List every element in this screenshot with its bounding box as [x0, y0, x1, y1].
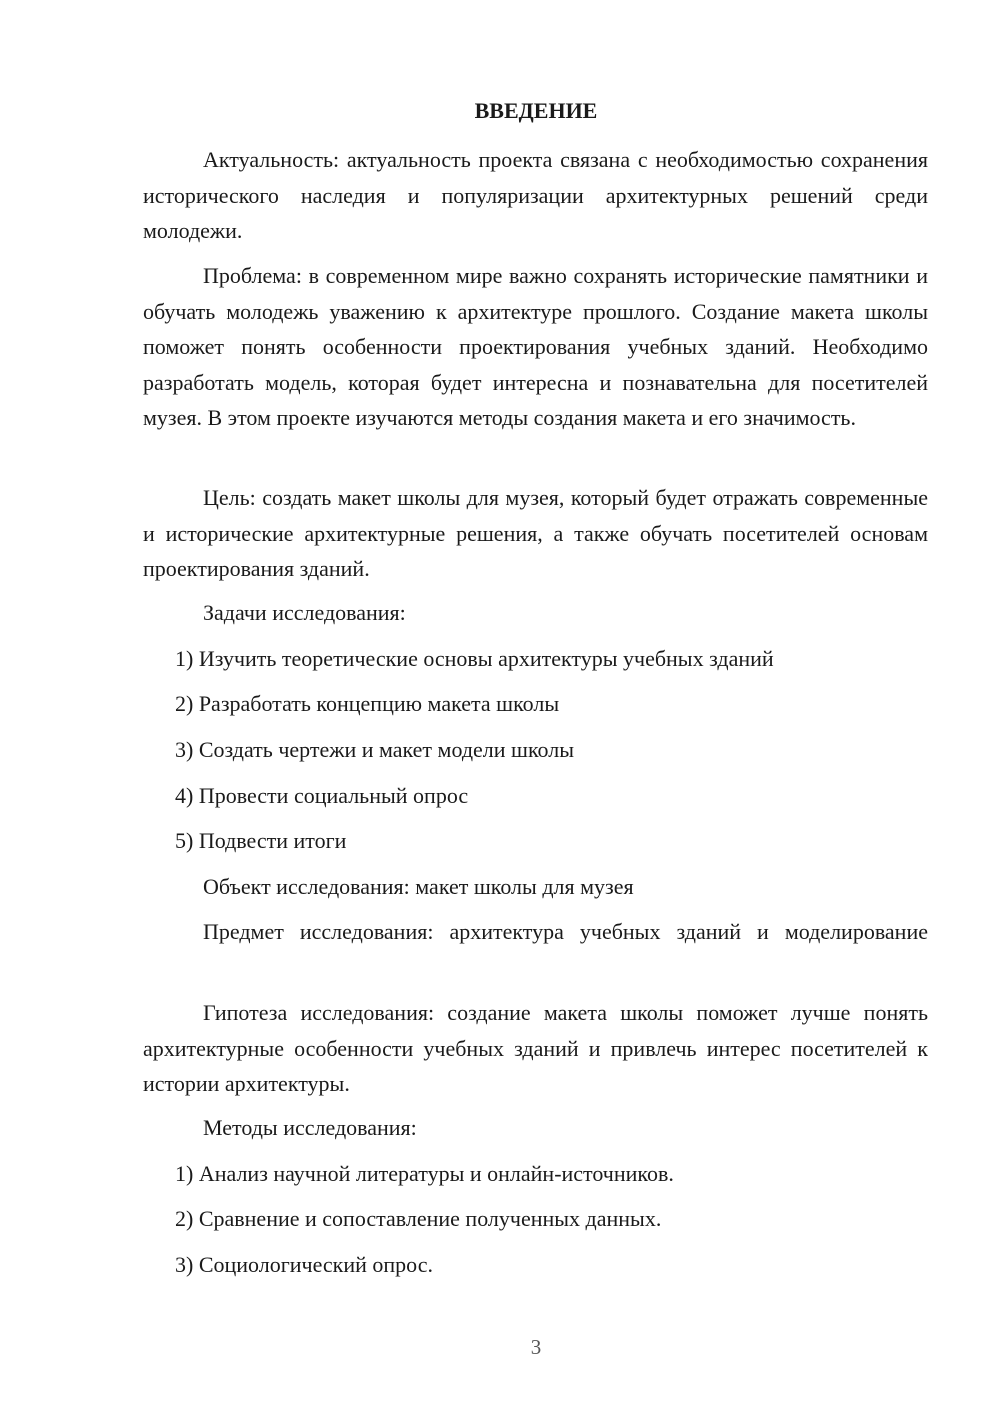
object-line: Объект исследования: макет школы для музея — [203, 874, 634, 899]
subject-paragraph: Предмет исследования: архитектура учебных зданий и моделирование — [203, 919, 928, 944]
task-item: 4) Провести социальный опрос — [175, 783, 469, 808]
problem-paragraph: Проблема: в современном мире важно сохранять исторические памятники и обучать молодежь уважению к архитектуре прошлого. Создание макета школы поможет понять особенности проектирования учебных зданий. Необходимо разработать модель, которая будет интересна и познавательна для посетителей музея. В этом проекте изучаются методы создания макета и его значимость. — [143, 263, 928, 430]
task-item: 1) Изучить теоретические основы архитектуры учебных зданий — [175, 646, 774, 671]
method-item: 2) Сравнение и сопоставление полученных данных. — [175, 1206, 662, 1231]
page-number: 3 — [530, 1335, 542, 1359]
task-item: 3) Создать чертежи и макет модели школы — [175, 737, 575, 762]
methods-title: Методы исследования: — [203, 1115, 417, 1140]
task-item: 5) Подвести итоги — [175, 828, 347, 853]
method-item: 3) Социологический опрос. — [175, 1252, 433, 1277]
tasks-title: Задачи исследования: — [203, 600, 406, 625]
goal-paragraph: Цель: создать макет школы для музея, который будет отражать современные и исторические архитектурные решения, а также обучать посетителей основам проектирования зданий. — [143, 485, 928, 581]
method-item: 1) Анализ научной литературы и онлайн-источников. — [175, 1161, 674, 1186]
hypothesis-paragraph: Гипотеза исследования: создание макета школы поможет лучше понять архитектурные особенности учебных зданий и привлечь интерес посетителей к истории архитектуры. — [143, 1000, 928, 1096]
section-heading: ВВЕДЕНИЕ — [474, 98, 598, 123]
relevance-paragraph: Актуальность: актуальность проекта связана с необходимостью сохранения исторического наследия и популяризации архитектурных решений среди молодежи. — [143, 147, 928, 243]
task-item: 2) Разработать концепцию макета школы — [175, 691, 560, 716]
